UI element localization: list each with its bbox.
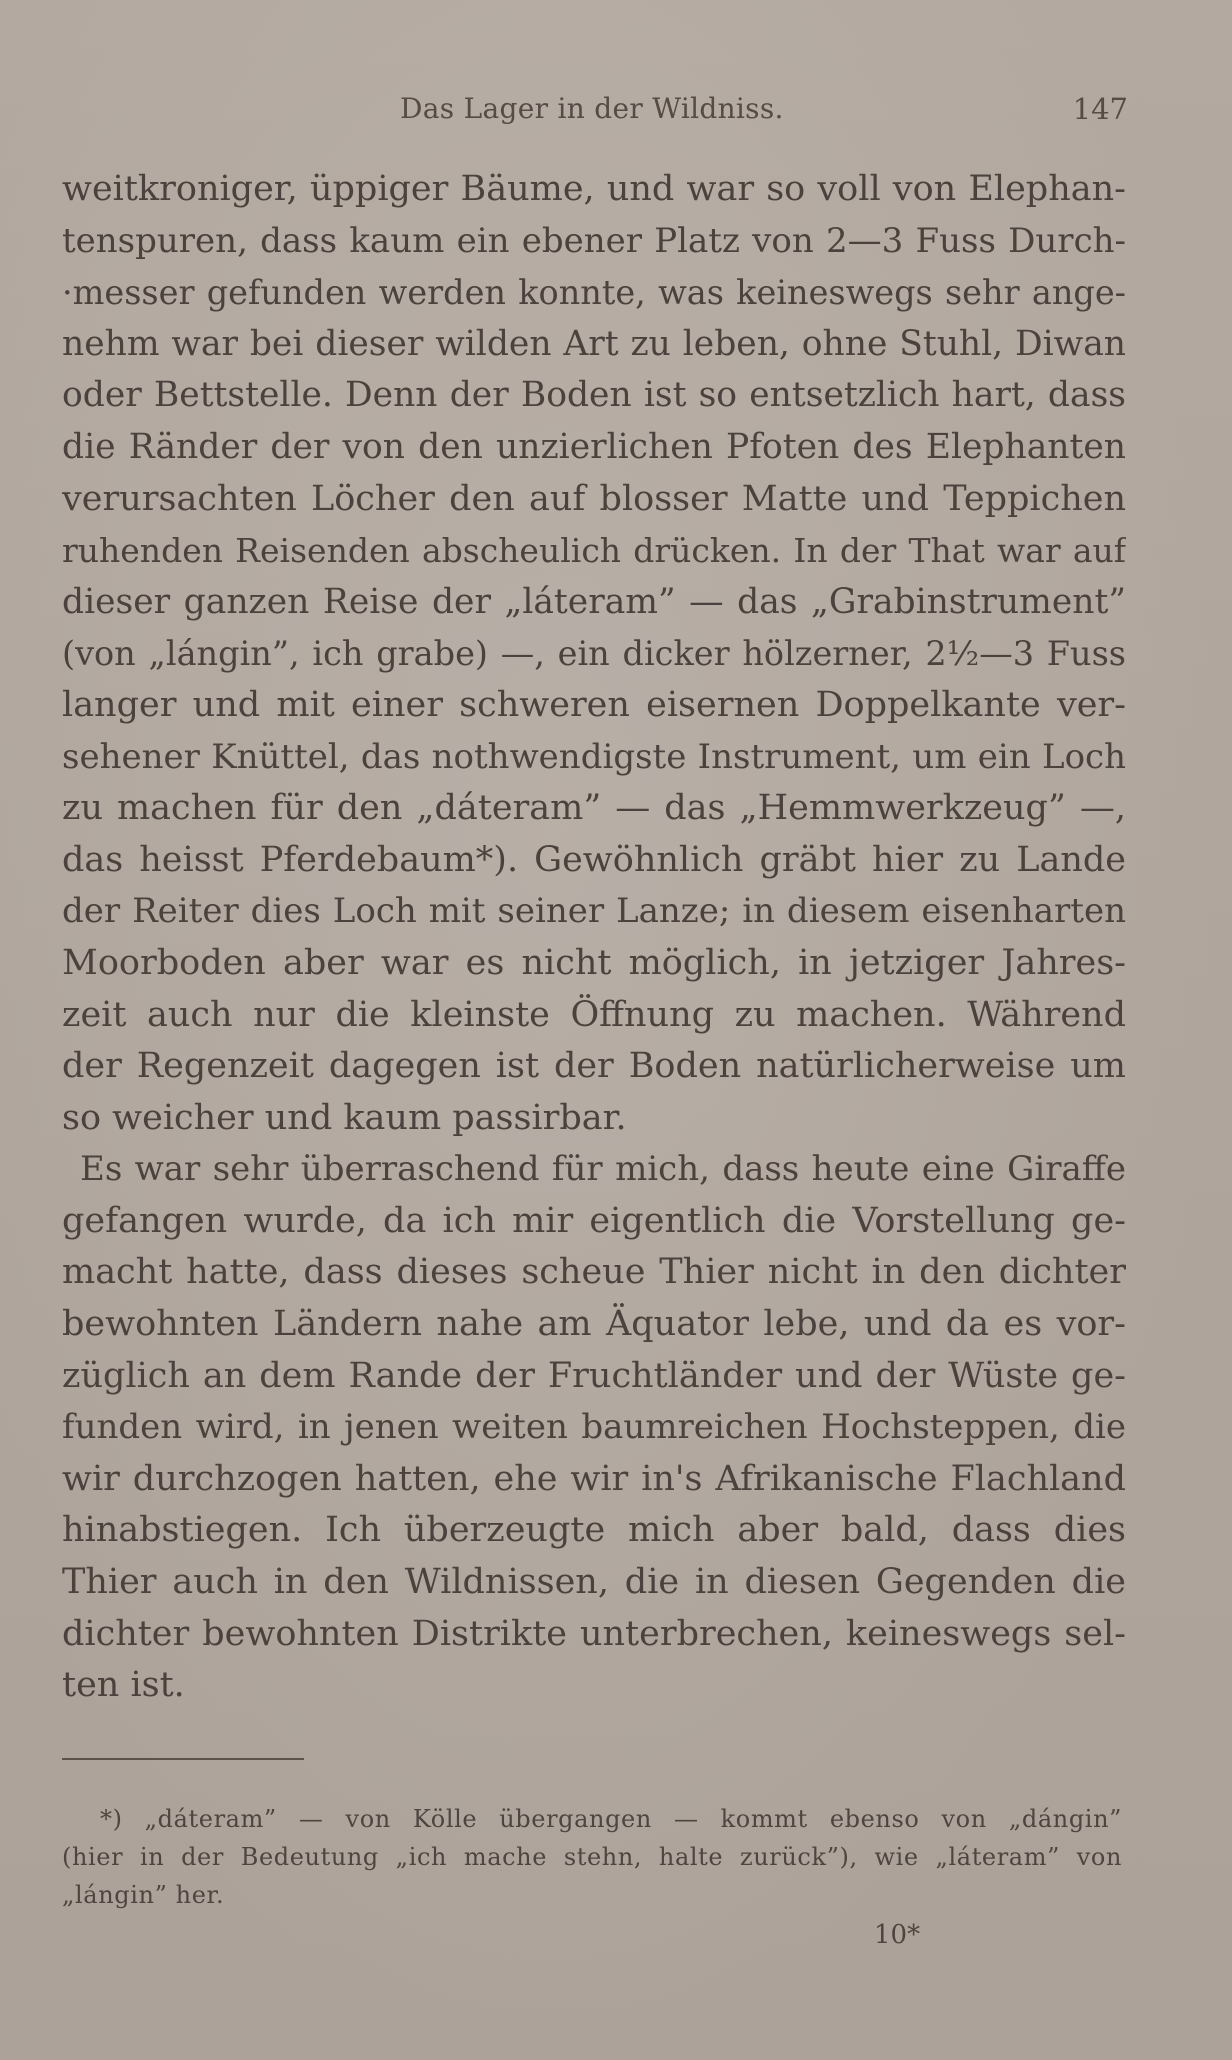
page-number: 147 [1072, 92, 1128, 126]
footnote [62, 1800, 1122, 1914]
text-line: Moorboden aber war es nicht möglich, in jetziger Jahres- [62, 942, 1126, 983]
text-line: weitkroniger, üppiger Bäume, und war so voll von Elephan- [62, 169, 1126, 209]
text-line: sehener Knüttel, das nothwendigste Instrument, um ein Loch [62, 736, 1126, 777]
body-text [62, 164, 1126, 1712]
text-line: der Reiter dies Loch mit seiner Lanze; in diesem eisenharten [62, 891, 1126, 932]
text-line: zu machen für den „dáteram” — das „Hemmwerkzeug” —, [62, 788, 1126, 829]
text-line: langer und mit einer schweren eisernen Doppelkante ver- [62, 684, 1126, 725]
paragraph-end-line: so weicher und kaum passirbar. [62, 1097, 627, 1138]
text-line: oder Bettstelle. Denn der Boden ist so entsetzlich hart, dass [62, 375, 1126, 416]
text-line: der Regenzeit dagegen ist der Boden natürlicherweise um [62, 1046, 1126, 1087]
text-line: (von „lángin”, ich grabe) —, ein dicker hölzerner, 2½—3 Fuss [62, 634, 1126, 674]
footnote-line: „lángin” her. [62, 1881, 225, 1909]
text-line: macht hatte, dass dieses scheue Thier nicht in den dichter [62, 1252, 1126, 1293]
text-line: nehm war bei dieser wilden Art zu leben, ohne Stuhl, Diwan [62, 323, 1126, 364]
paragraph-start-line: Es war sehr überraschend für mich, dass heute eine Giraffe [80, 1149, 1126, 1190]
text-line: funden wird, in jenen weiten baumreichen Hochsteppen, die [62, 1407, 1126, 1448]
text-line: verursachten Löcher den auf blosser Matte und Teppichen [62, 478, 1126, 519]
signature-mark: 10* [874, 1920, 921, 1950]
text-line: ruhenden Reisenden abscheulich drücken. In der That war auf [62, 531, 1126, 571]
text-line: Thier auch in den Wildnissen, die in diesen Gegenden die [62, 1562, 1126, 1603]
footnote-line: *) „dáteram” — von Kölle übergangen — kommt ebenso von „dángin” [100, 1805, 1122, 1833]
text-line: gefangen wurde, da ich mir eigentlich die Vorstellung ge- [62, 1200, 1126, 1241]
running-head [62, 92, 1128, 132]
text-line: das heisst Pferdebaum*). Gewöhnlich gräbt hier zu Lande [62, 839, 1126, 880]
text-line: dichter bewohnten Distrikte unterbrechen, keineswegs sel- [62, 1613, 1126, 1654]
text-line: hinabstiegen. Ich überzeugte mich aber bald, dass dies [62, 1510, 1126, 1551]
text-line: tenspuren, dass kaum ein ebener Platz von 2—3 Fuss Durch- [62, 220, 1126, 261]
text-line: bewohnten Ländern nahe am Äquator lebe, und da es vor- [62, 1304, 1126, 1345]
text-line: wir durchzogen hatten, ehe wir in's Afrikanische Flachland [62, 1458, 1126, 1499]
footnote-line: (hier in der Bedeutung „ich mache stehn, halte zurück”), wie „láteram” von [62, 1843, 1122, 1871]
paragraph-end-line: ten ist. [62, 1665, 185, 1706]
text-line: die Ränder der von den unzierlichen Pfoten des Elephanten [62, 426, 1126, 467]
footnote-rule [62, 1758, 304, 1760]
running-title: Das Lager in der Wildniss. [400, 92, 784, 125]
text-line: zeit auch nur die kleinste Öffnung zu machen. Während [62, 994, 1126, 1035]
text-line: dieser ganzen Reise der „láteram” — das „Grabinstrument” [62, 581, 1126, 622]
text-line: ·messer gefunden werden konnte, was keineswegs sehr ange- [62, 273, 1126, 313]
text-line: züglich an dem Rande der Fruchtländer und der Wüste ge- [62, 1355, 1126, 1396]
